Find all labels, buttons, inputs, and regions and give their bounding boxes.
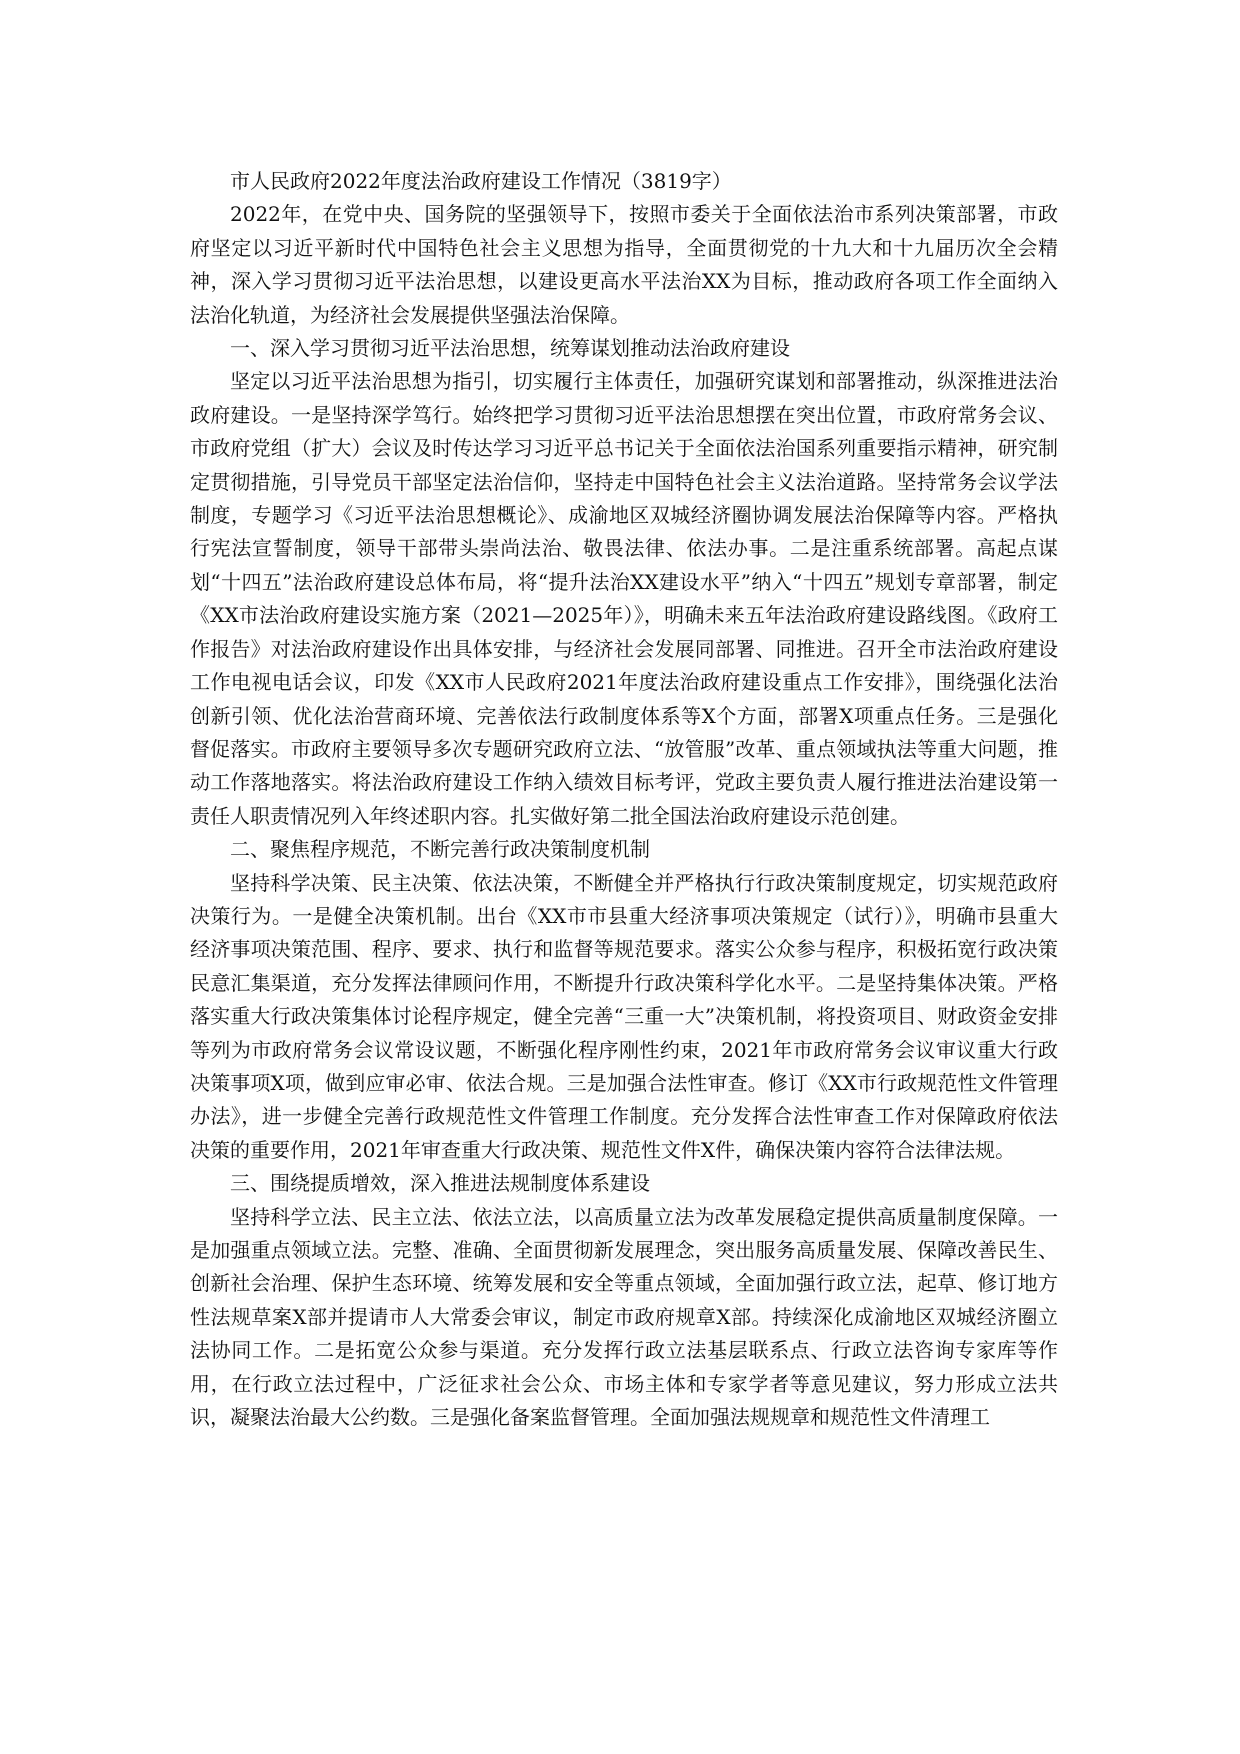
paragraph-section-1: 坚定以习近平法治思想为指引，切实履行主体责任，加强研究谋划和部署推动，纵深推进法治政府建设。一是坚持深学笃行。始终把学习贯彻习近平法治思想摆在突出位置，市政府常务会议、市政府党组（扩大）会议及时传达学习习近平总书记关于全面依法治国系列重要指示精神，研究制定贯彻措施，引导党员干部坚定法治信仰，坚持走中国特色社会主义法治道路。坚持常务会议学法制度，专题学习《习近平法治思想概论》、成渝地区双城经济圈协调发展法治保障等内容。严格执行宪法宣誓制度，领导干部带头崇尚法治、敬畏法律、依法办事。二是注重系统部署。高起点谋划“十四五”法治政府建设总体布局，将“提升法治XX建设水平”纳入“十四五”规划专章部署，制定《XX市法治政府建设实施方案（2021—2025年）》，明确未来五年法治政府建设路线图。《政府工作报告》对法治政府建设作出具体安排，与经济社会发展同部署、同推进。召开全市法治政府建设工作电视电话会议，印发《XX市人民政府2021年度法治政府建设重点工作安排》，围绕强化法治创新引领、优化法治营商环境、完善依法行政制度体系等X个方面，部署X项重点任务。三是强化督促落实。市政府主要领导多次专题研究政府立法、“放管服”改革、重点领域执法等重大问题，推动工作落地落实。将法治政府建设工作纳入绩效目标考评，党政主要负责人履行推进法治建设第一责任人职责情况列入年终述职内容。扎实做好第二批全国法治政府建设示范创建。 xyxy=(190,369,1058,828)
paragraph-section-2: 坚持科学决策、民主决策、依法决策，不断健全并严格执行行政决策制度规定，切实规范政府决策行为。一是健全决策机制。出台《XX市市县重大经济事项决策规定（试行）》，明确市县重大经济事项决策范围、程序、要求、执行和监督等规范要求。落实公众参与程序，积极拓宽行政决策民意汇集渠道，充分发挥法律顾问作用，不断提升行政决策科学化水平。二是坚持集体决策。严格落实重大行政决策集体讨论程序规定，健全完善“三重一大”决策机制，将投资项目、财政资金安排等列为市政府常务会议常设议题，不断强化程序刚性约束，2021年市政府常务会议审议重大行政决策事项X项，做到应审必审、依法合规。三是加强合法性审查。修订《XX市行政规范性文件管理办法》，进一步健全完善行政规范性文件管理工作制度。充分发挥合法性审查工作对保障政府依法决策的重要作用，2021年审查重大行政决策、规范性文件X件，确保决策内容符合法律法规。 xyxy=(190,870,1058,1162)
paragraph-section-3: 坚持科学立法、民主立法、依法立法，以高质量立法为改革发展稳定提供高质量制度保障。一是加强重点领域立法。完整、准确、全面贯彻新发展理念，突出服务高质量发展、保障改善民生、创新社会治理、保护生态环境、统筹发展和安全等重点领域，全面加强行政立法，起草、修订地方性法规草案X部并提请市人大常委会审议，制定市政府规章X部。持续深化成渝地区双城经济圈立法协同工作。二是拓宽公众参与渠道。充分发挥行政立法基层联系点、行政立法咨询专家库等作用，在行政立法过程中，广泛征求社会公众、市场主体和专家学者等意见建议，努力形成立法共识，凝聚法治最大公约数。三是强化备案监督管理。全面加强法规规章和规范性文件清理工 xyxy=(190,1204,1058,1430)
section-heading-3: 三、围绕提质增效，深入推进法规制度体系建设 xyxy=(230,1171,650,1196)
section-heading-2: 二、聚焦程序规范，不断完善行政决策制度机制 xyxy=(230,837,650,862)
section-heading-1: 一、深入学习贯彻习近平法治思想，统筹谋划推动法治政府建设 xyxy=(230,336,790,361)
paragraph-intro: 2022年，在党中央、国务院的坚强领导下，按照市委关于全面依法治市系列决策部署，市政府坚定以习近平新时代中国特色社会主义思想为指导，全面贯彻党的十九大和十九届历次全会精神，深入学习贯彻习近平法治思想，以建设更高水平法治XX为目标，推动政府各项工作全面纳入法治化轨道，为经济社会发展提供坚强法治保障。 xyxy=(190,202,1058,327)
document-title: 市人民政府2022年度法治政府建设工作情况（3819字） xyxy=(230,169,732,193)
document-body xyxy=(190,165,1058,1434)
